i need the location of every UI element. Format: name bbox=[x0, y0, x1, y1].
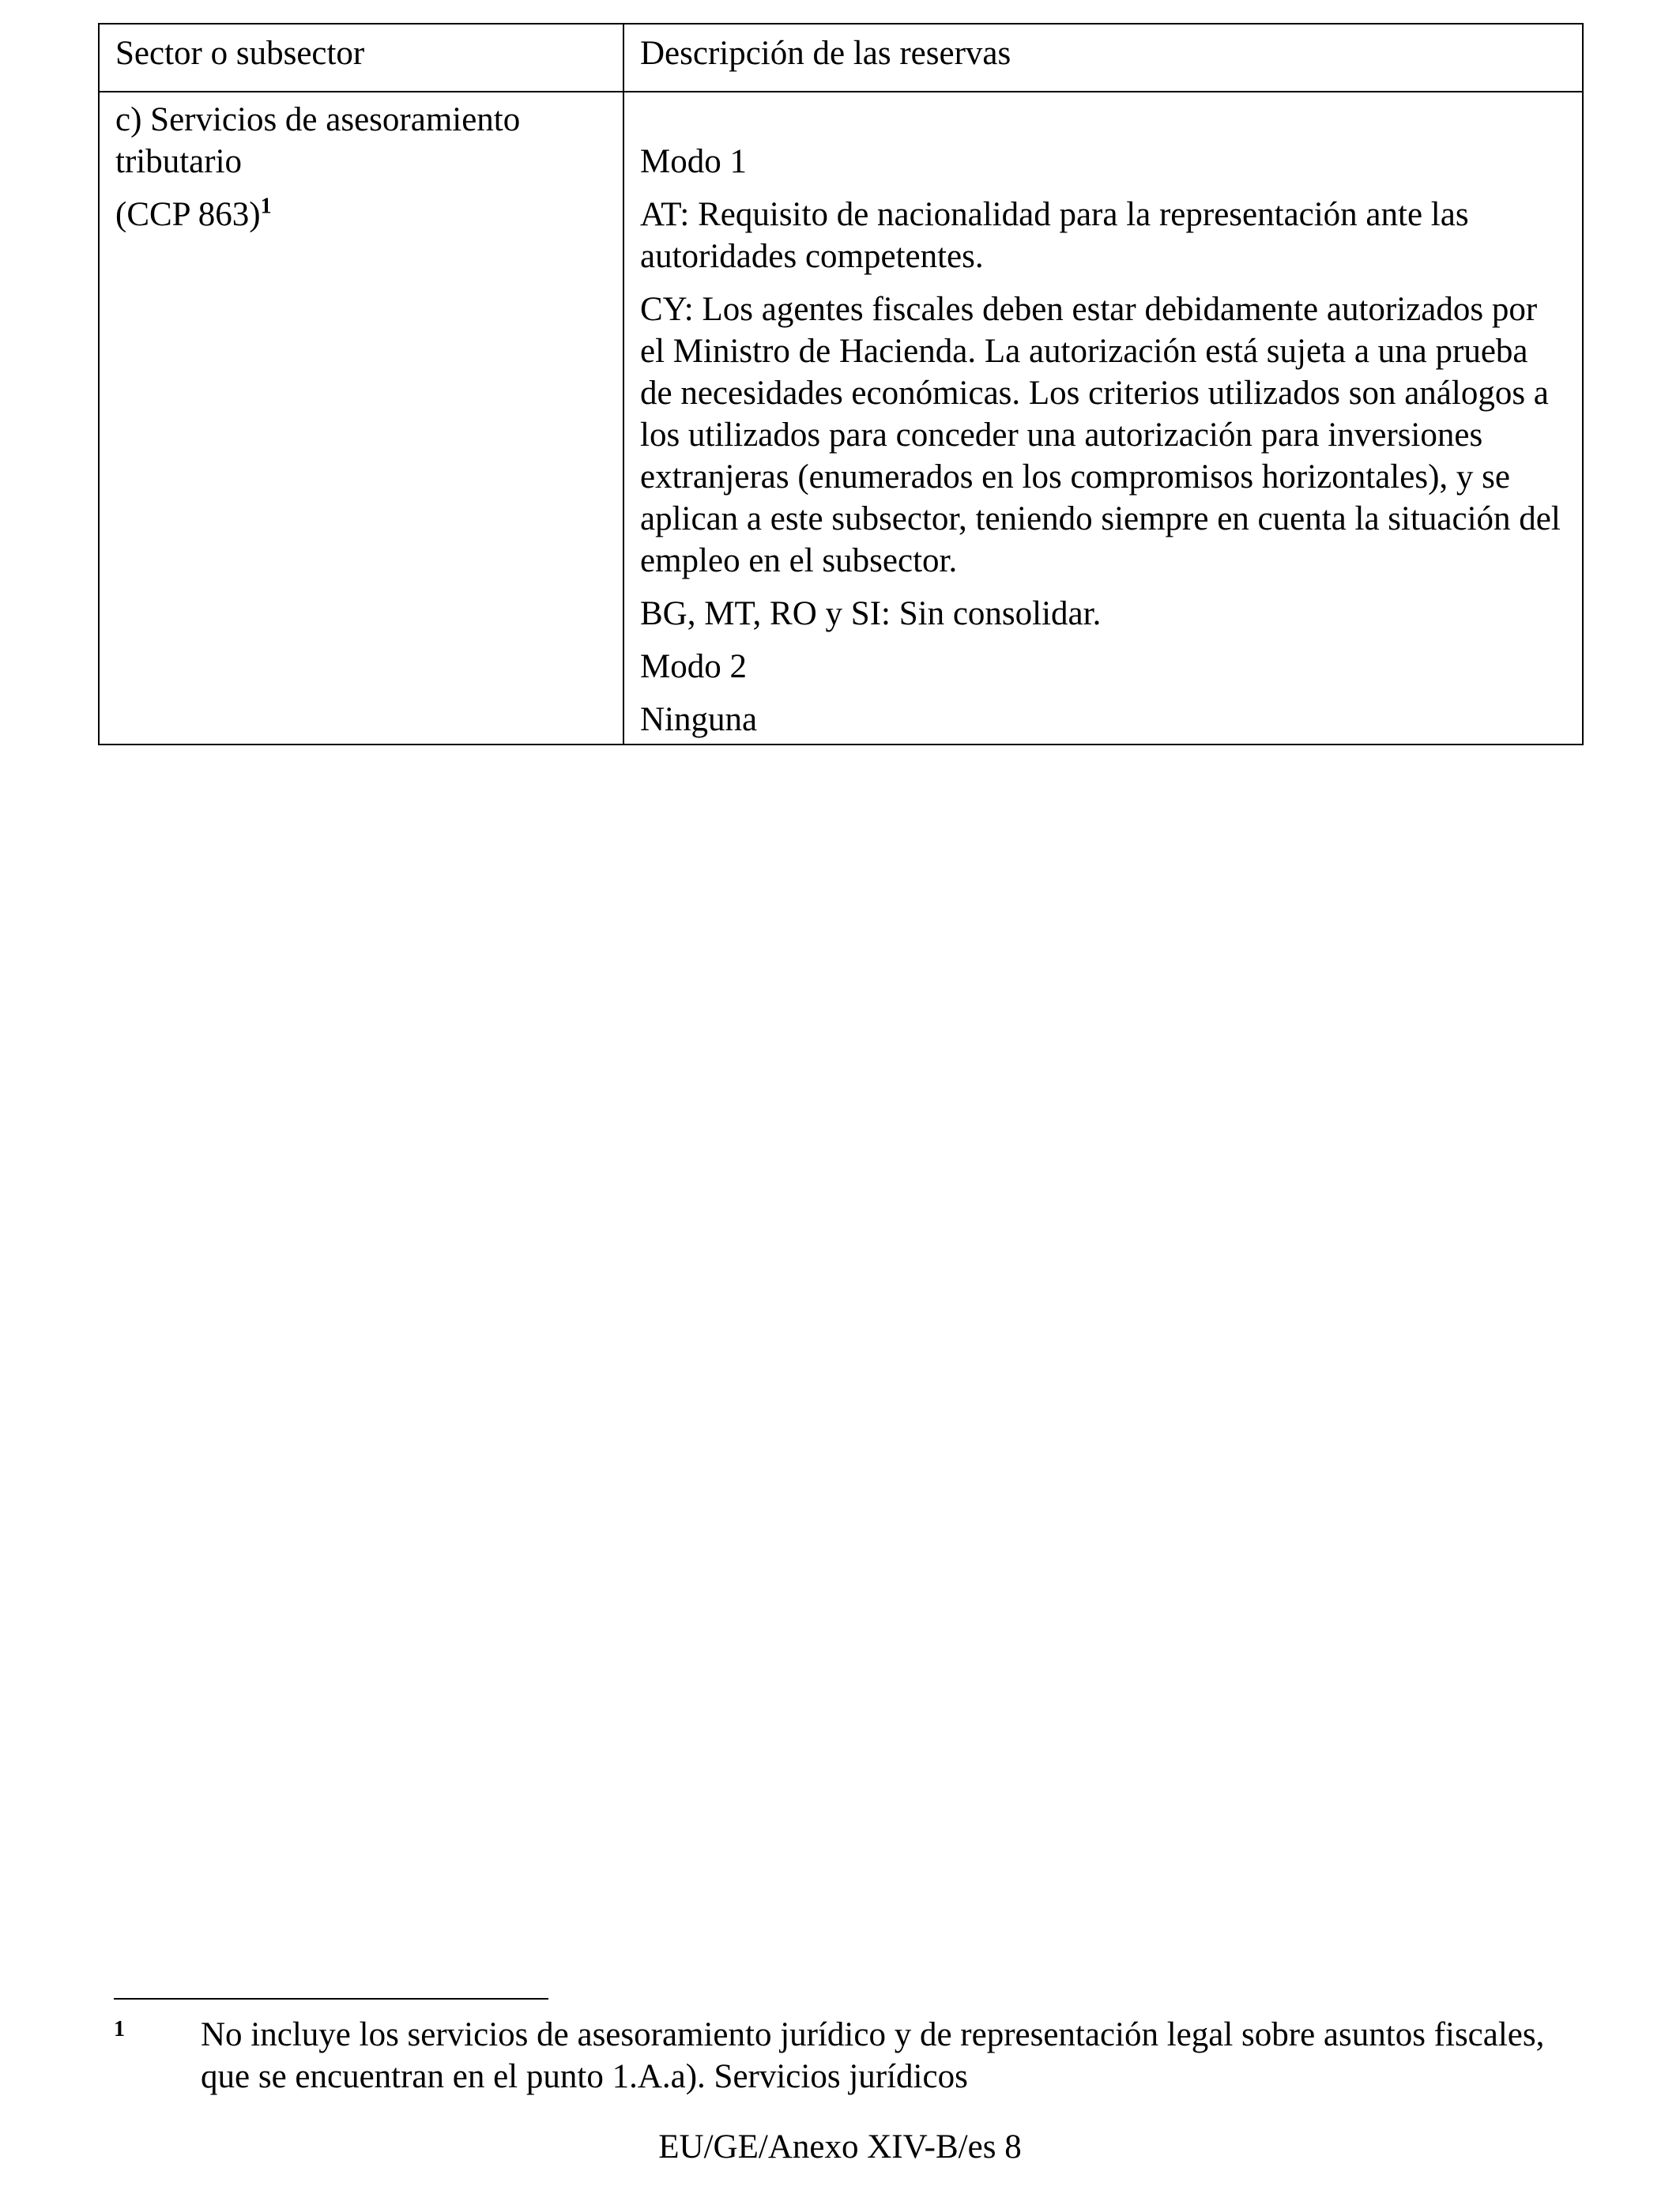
footnote-text: No incluye los servicios de asesoramiento jurídico y de representación legal sobre asuntos fiscales, que se encuentran en el punto 1.A.a). Servicios jurídicos bbox=[201, 2016, 1545, 2095]
page-footer: EU/GE/Anexo XIV-B/es 8 bbox=[658, 2128, 1022, 2166]
sector-code-text: (CCP 863) bbox=[115, 196, 261, 233]
reservation-at: AT: Requisito de nacionalidad para la representación ante las autoridades competentes. bbox=[640, 196, 1469, 275]
mode-1-heading: Modo 1 bbox=[640, 143, 747, 180]
table-header-row bbox=[99, 24, 1583, 92]
table-row bbox=[99, 92, 1583, 745]
mode-2-heading: Modo 2 bbox=[640, 648, 747, 685]
header-sector-cell bbox=[99, 24, 623, 92]
reservation-mode-2: Ninguna bbox=[640, 701, 758, 738]
header-sector: Sector o subsector bbox=[115, 35, 365, 72]
header-description: Descripción de las reservas bbox=[640, 35, 1011, 72]
header-description-cell bbox=[623, 24, 1583, 92]
sector-title: c) Servicios de asesoramiento tributario bbox=[115, 101, 521, 180]
sector-cell bbox=[99, 92, 623, 745]
footnote-reference: 1 bbox=[260, 194, 272, 219]
reservations-table bbox=[98, 23, 1584, 745]
reservation-cy: CY: Los agentes fiscales deben estar debidamente autorizados por el Ministro de Hacienda. La autorización está sujeta a una prueba de necesidades económicas. Los criterios utilizados son análogos a los utilizados para conceder una autorización para inversiones extranjeras (enumerados en los compromisos horizontales), y se aplican a este subsector, teniendo siempre en cuenta la situación del empleo en el subsector. bbox=[640, 291, 1561, 579]
reservation-bg-mt-ro-si: BG, MT, RO y SI: Sin consolidar. bbox=[640, 595, 1102, 632]
footnote-mark: 1 bbox=[114, 2017, 125, 2041]
description-cell bbox=[623, 92, 1583, 745]
sector-code bbox=[115, 194, 607, 236]
footnote-separator bbox=[114, 1998, 548, 2000]
